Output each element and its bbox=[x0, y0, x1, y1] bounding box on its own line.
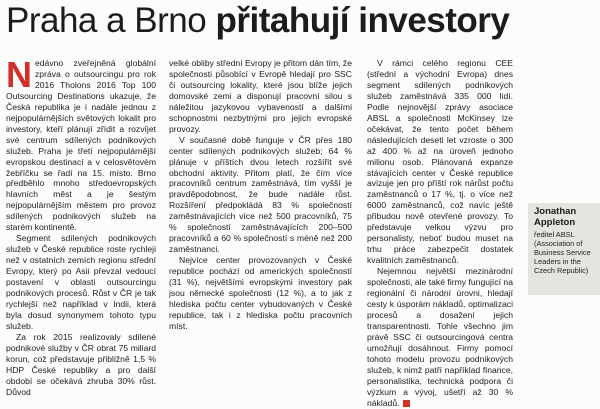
article-column-2 bbox=[169, 58, 352, 332]
paragraph: V současné době funguje v ČR přes 180 center sdílených podnikových služeb; 64 % plánuje v příštích dvou letech rozšířit své obchodní aktivity. Přitom platí, že čím více pracovníků centrum zaměstnává, tím vyšší je pravděpodobnost, že bude nadále růst. Rozšíření předpokládá 83 % společností zaměstnávajících více než 500 pracovníků, 75 % společností zaměstnávajících 200–500 pracovníků a 60 % společností s méně než 200 zaměstnanci. bbox=[169, 134, 352, 255]
paragraph-text: Nejemnou největší mezinárodní společnosti, ale také firmy fungující na regionální či národní úrovni, hledají cesty k úsporám nákladů, optimalizaci procesů a dosažení jejich transparentnosti. Tohle všechno jim právě SSC či outsourcingová centra umožňují dosáhnout. Firmy pomocí tohoto modelu provozu podnikových služeb, k nimž patří například finance, personalistika, technická podpora či výzkum a vývoj, ušetří až 30 % nákladů. bbox=[367, 266, 513, 408]
author-role: ředitel ABSL (Association of Business Service Leaders in the Czech Republic) bbox=[534, 230, 591, 275]
end-of-article-mark bbox=[403, 400, 410, 407]
paragraph: V rámci celého regionu CEE (střední a východní Evropa) dnes segment sdílených podnikových služeb zaměstnává 335 000 lidí. Podle nejnovější zprávy asociace ABSL a společnosti McKinsey lze očekávat, že tento počet během následujících deseti let vzroste o 300 až 400 % až na úroveň jednoho milionu osob. Plánovaná expanze stávajících center v České republice avizuje jen pro příští rok nárůst počtu zaměstnanců o 17 %, tj. o více než 6000 zaměstnanců, což navíc ještě přibudou nově otevřené provozy. To představuje velkou výzvu pro personalisty, neboť budou muset na trhu práce zabezpečit dostatek kvalitních zaměstnanců. bbox=[367, 58, 513, 266]
paragraph: Segment sdílených podnikových služeb v České republice roste rychleji než v ostatních zemích regionu střední Evropy, který po Asii převzal vedoucí postavení v oblasti outsourcingu podnikových procesů. Růst v ČR je tak rychlejší než například v Indii, která byla dosud synonymem tohoto typu služeb. bbox=[6, 233, 156, 331]
paragraph: velké obliby střední Evropy je přitom dán tím, že společnosti působící v Evropě hledají pro SSC či outsourcing lokality, které jsou blíže jejich domovské zemi a disponují pracovní silou s náležitou jazykovou vybaveností a dalšími schopnostmi nezbytnými pro jejich evropské provozy. bbox=[169, 58, 352, 134]
paragraph bbox=[367, 266, 513, 408]
author-name: Jonathan Appleton bbox=[534, 206, 577, 228]
paragraph-text: edávno zveřejněná globální zpráva o outsourcingu pro rok 2016 Tholons 2016 Top 100 Outsourcing Destinations ukazuje, že Česká republika je i nadále jednou z nejpopulárnějších světových lokalit pro investory, kteří plánují zřídit a rozvíjet své centrum sdílených podnikových služeb. Praha je třetí nejpopulárnější evropskou destinací a v celosvětovém žebříčku se řadí na 15. místo. Brno předběhlo mnoho středoevropských hlavních měst a je šestým nejpopulárnějším městem pro provoz sdílených podnikových služeb na starém kontinentě. bbox=[6, 58, 156, 233]
paragraph bbox=[6, 54, 156, 233]
headline-bold-part: přitahují investory bbox=[215, 1, 510, 40]
article-column-3 bbox=[367, 58, 513, 409]
article-headline bbox=[6, 2, 546, 40]
paragraph: Za rok 2015 realizovaly sdílené podnikové služby v ČR obrat 75 miliard korun, což představuje přibližně 1,5 % HDP České republiky a pro další období se očekává zhruba 30% růst. Důvod bbox=[6, 331, 156, 397]
paragraph: Nejvíce center provozovaných v České republice pochází od amerických společností (31 %), největšími evropskými investory pak jsou německé společnosti (12 %), a to jak z hlediska počtu center vybudovaných v České republice, tak i z hlediska počtu pracovních míst. bbox=[169, 255, 352, 331]
headline-light-part: Praha a Brno bbox=[6, 1, 216, 40]
article-column-1 bbox=[6, 54, 156, 398]
dropcap-letter: N bbox=[6, 54, 32, 95]
author-box bbox=[528, 203, 600, 295]
